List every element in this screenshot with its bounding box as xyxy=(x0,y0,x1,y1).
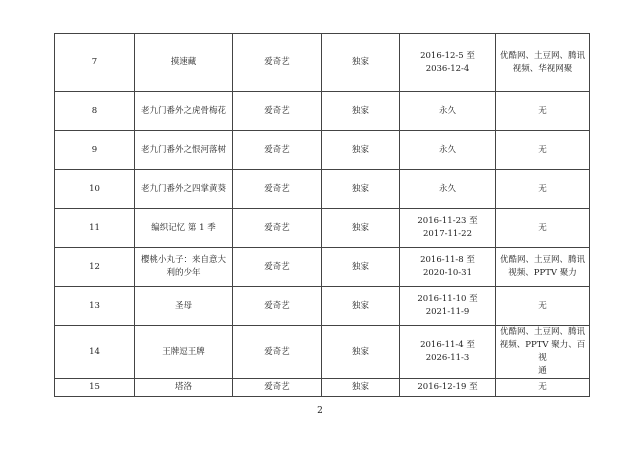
license-type-cell: 独家 xyxy=(322,248,400,287)
period-line: 2036-12-4 xyxy=(425,63,470,74)
table-row xyxy=(55,379,590,397)
period-line: 2017-11-22 xyxy=(422,229,472,239)
period-cell xyxy=(400,209,496,248)
period-line: 永久 xyxy=(438,105,456,116)
license-type-cell: 独家 xyxy=(322,209,400,248)
title-cell: 编织记忆 第 1 季 xyxy=(135,209,233,248)
license-type-cell: 独家 xyxy=(322,326,400,379)
row-number-cell: 13 xyxy=(55,287,135,326)
row-number-cell: 10 xyxy=(55,170,135,209)
period-line: 2016-12-19 至 xyxy=(417,382,478,392)
sublicense-line: 优酷网、土豆网、腾讯 xyxy=(499,255,585,265)
period-cell xyxy=(400,34,496,92)
sublicense-cell xyxy=(496,287,590,326)
sublicense-cell xyxy=(496,170,590,209)
sublicense-line: 无 xyxy=(538,300,547,311)
license-type-cell: 独家 xyxy=(322,287,400,326)
period-line: 2016-11-8 至 xyxy=(420,255,475,265)
row-number-cell: 12 xyxy=(55,248,135,287)
period-line: 2016-11-23 至 xyxy=(417,216,478,226)
period-line: 2016-11-4 至 xyxy=(420,340,475,350)
sublicense-line: 优酷网、土豆网、腾讯 xyxy=(499,327,585,337)
period-cell xyxy=(400,131,496,170)
title-cell: 塔洛 xyxy=(135,379,233,397)
platform-cell: 爱奇艺 xyxy=(233,379,322,397)
platform-cell: 爱奇艺 xyxy=(233,287,322,326)
period-cell xyxy=(400,248,496,287)
sublicense-cell xyxy=(496,131,590,170)
sublicense-line: 视频、PPTV 聚力 xyxy=(508,268,577,278)
title-cell: 老九门番外之虎骨梅花 xyxy=(135,92,233,131)
table-row xyxy=(55,326,590,379)
table-row xyxy=(55,287,590,326)
table-row xyxy=(55,34,590,92)
sublicense-line: 视频、PPTV 聚力、百视 xyxy=(499,340,586,363)
title-cell: 老九门番外之四掌黄葵 xyxy=(135,170,233,209)
platform-cell: 爱奇艺 xyxy=(233,209,322,248)
platform-cell: 爱奇艺 xyxy=(233,326,322,379)
page-number: 2 xyxy=(317,406,323,416)
period-line: 2021-11-9 xyxy=(425,307,470,317)
table-row xyxy=(55,248,590,287)
title-line: 樱桃小丸子：来自意大 xyxy=(140,255,226,265)
license-type-cell: 独家 xyxy=(322,131,400,170)
row-number-cell: 9 xyxy=(55,131,135,170)
sublicense-line: 优酷网、土豆网、腾讯 xyxy=(499,50,585,61)
sublicense-line: 无 xyxy=(538,144,547,155)
sublicense-line: 无 xyxy=(538,183,547,194)
title-cell xyxy=(135,248,233,287)
period-line: 永久 xyxy=(438,183,456,194)
sublicense-line: 通 xyxy=(538,366,547,376)
license-type-cell: 独家 xyxy=(322,92,400,131)
sublicense-line: 无 xyxy=(538,222,547,233)
period-cell xyxy=(400,92,496,131)
row-number-cell: 11 xyxy=(55,209,135,248)
table-row xyxy=(55,170,590,209)
title-cell: 老九门番外之恨河落树 xyxy=(135,131,233,170)
period-cell xyxy=(400,379,496,397)
table-row xyxy=(55,92,590,131)
period-cell xyxy=(400,170,496,209)
table-row xyxy=(55,209,590,248)
license-type-cell: 独家 xyxy=(322,170,400,209)
license-type-cell: 独家 xyxy=(322,34,400,92)
sublicense-cell xyxy=(496,248,590,287)
title-cell: 摸速藏 xyxy=(135,34,233,92)
sublicense-cell xyxy=(496,326,590,379)
row-number-cell: 14 xyxy=(55,326,135,379)
sublicense-cell xyxy=(496,379,590,397)
table-row xyxy=(55,131,590,170)
title-cell: 王牌逗王牌 xyxy=(135,326,233,379)
platform-cell: 爱奇艺 xyxy=(233,248,322,287)
row-number-cell: 15 xyxy=(55,379,135,397)
license-type-cell: 独家 xyxy=(322,379,400,397)
platform-cell: 爱奇艺 xyxy=(233,131,322,170)
sublicense-cell xyxy=(496,34,590,92)
period-line: 永久 xyxy=(438,144,456,155)
period-line: 2016-12-5 至 xyxy=(420,50,475,61)
row-number-cell: 8 xyxy=(55,92,135,131)
platform-cell: 爱奇艺 xyxy=(233,34,322,92)
period-cell xyxy=(400,287,496,326)
sublicense-line: 无 xyxy=(538,382,547,392)
title-cell: 圣母 xyxy=(135,287,233,326)
sublicense-cell xyxy=(496,209,590,248)
period-line: 2016-11-10 至 xyxy=(417,294,478,304)
platform-cell: 爱奇艺 xyxy=(233,170,322,209)
platform-cell: 爱奇艺 xyxy=(233,92,322,131)
period-line: 2026-11-3 xyxy=(425,353,470,363)
sublicense-line: 视频、华视网聚 xyxy=(512,63,573,74)
row-number-cell: 7 xyxy=(55,34,135,92)
period-cell xyxy=(400,326,496,379)
license-table xyxy=(54,33,590,397)
period-line: 2020-10-31 xyxy=(422,268,472,278)
sublicense-line: 无 xyxy=(538,105,547,116)
title-line: 利的少年 xyxy=(166,268,201,278)
sublicense-cell xyxy=(496,92,590,131)
